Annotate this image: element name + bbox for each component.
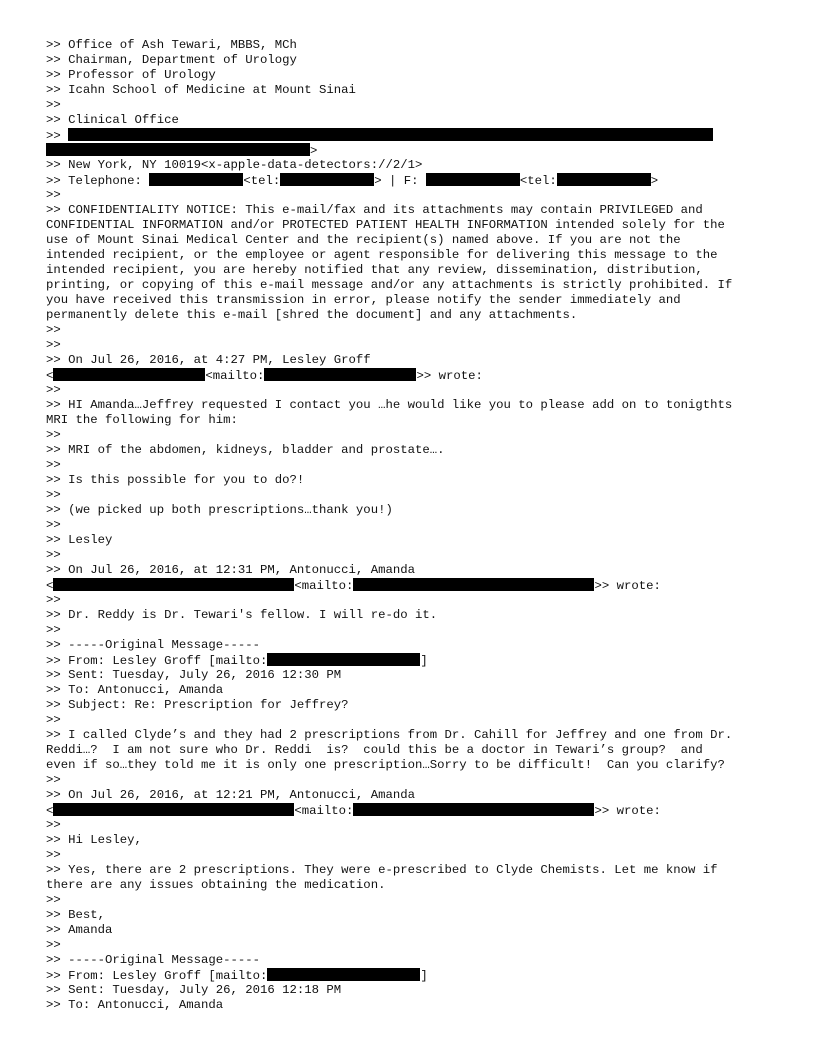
quote-marker: >> bbox=[46, 323, 61, 337]
address-line-cont bbox=[46, 143, 317, 159]
tel-tag: <tel: bbox=[243, 174, 281, 188]
redaction-box bbox=[353, 578, 594, 591]
mailto-tag: <mailto: bbox=[294, 804, 354, 818]
quote-marker: >> bbox=[46, 338, 61, 352]
notice-line: CONFIDENTIAL INFORMATION and/or PROTECTED PATIENT HEALTH INFORMATION intended solely for the bbox=[46, 218, 725, 232]
quote-marker: >> bbox=[46, 98, 61, 112]
quote-marker: >> bbox=[46, 773, 61, 787]
redaction-box bbox=[264, 368, 416, 381]
city-line: >> New York, NY 10019<x-apple-data-detectors://2/1> bbox=[46, 158, 423, 172]
quote-marker: >> bbox=[46, 848, 61, 862]
redaction-box bbox=[68, 128, 713, 141]
angle-open: < bbox=[46, 579, 54, 593]
reply-header: >> On Jul 26, 2016, at 12:21 PM, Antonucci, Amanda bbox=[46, 788, 415, 802]
redaction-box bbox=[557, 173, 651, 186]
redaction-box bbox=[53, 578, 294, 591]
reply-header: >> On Jul 26, 2016, at 12:31 PM, Antonucci, Amanda bbox=[46, 563, 415, 577]
sender-email-line bbox=[46, 368, 483, 384]
wrote-text: >> wrote: bbox=[594, 804, 661, 818]
sent-line: >> Sent: Tuesday, July 26, 2016 12:18 PM bbox=[46, 983, 342, 997]
subject-line: >> Subject: Re: Prescription for Jeffrey? bbox=[46, 698, 349, 712]
address-line bbox=[46, 128, 713, 144]
professor-line: >> Professor of Urology bbox=[46, 68, 216, 82]
body-line: >> Dr. Reddy is Dr. Tewari's fellow. I will re-do it. bbox=[46, 608, 438, 622]
quote-marker: >> bbox=[46, 383, 61, 397]
telephone-line bbox=[46, 173, 658, 189]
from-line bbox=[46, 653, 428, 669]
mailto-tag: <mailto: bbox=[205, 369, 265, 383]
quote-marker: >> bbox=[46, 188, 61, 202]
from-label: >> From: Lesley Groff [mailto: bbox=[46, 969, 268, 983]
to-line: >> To: Antonucci, Amanda bbox=[46, 683, 224, 697]
quote-marker: >> bbox=[46, 623, 61, 637]
quote-marker: >> bbox=[46, 938, 61, 952]
quote-marker: >> bbox=[46, 548, 61, 562]
from-close: ] bbox=[420, 654, 428, 668]
quote-marker: >> bbox=[46, 713, 61, 727]
telephone-label: >> Telephone: bbox=[46, 174, 150, 188]
redaction-box bbox=[53, 368, 205, 381]
chairman-line: >> Chairman, Department of Urology bbox=[46, 53, 297, 67]
original-message-divider: >> -----Original Message----- bbox=[46, 638, 261, 652]
body-line: there are any issues obtaining the medication. bbox=[46, 878, 386, 892]
body-line: even if so…they told me it is only one prescription…Sorry to be difficult! Can you clarify? bbox=[46, 758, 725, 772]
quote-marker: >> bbox=[46, 488, 61, 502]
quote-marker: >> bbox=[46, 818, 61, 832]
body-line: >> (we picked up both prescriptions…thank you!) bbox=[46, 503, 393, 517]
greeting-line: >> Hi Lesley, bbox=[46, 833, 142, 847]
to-line: >> To: Antonucci, Amanda bbox=[46, 998, 224, 1012]
address-close: > bbox=[310, 144, 318, 158]
redaction-box bbox=[353, 803, 594, 816]
angle-open: < bbox=[46, 804, 54, 818]
signoff-name: >> Amanda bbox=[46, 923, 113, 937]
from-label: >> From: Lesley Groff [mailto: bbox=[46, 654, 268, 668]
body-line: >> Is this possible for you to do?! bbox=[46, 473, 305, 487]
quote-marker: >> bbox=[46, 593, 61, 607]
redaction-box bbox=[267, 968, 420, 981]
reply-header: >> On Jul 26, 2016, at 4:27 PM, Lesley Groff bbox=[46, 353, 371, 367]
notice-line: you have received this transmission in error, please notify the sender immediately and bbox=[46, 293, 681, 307]
quote-marker: >> bbox=[46, 893, 61, 907]
redaction-box bbox=[280, 173, 374, 186]
notice-line: intended recipient, you are hereby notified that any review, dissemination, distribution, bbox=[46, 263, 703, 277]
body-line: >> I called Clyde’s and they had 2 prescriptions from Dr. Cahill for Jeffrey and one from Dr. bbox=[46, 728, 733, 742]
redaction-box bbox=[426, 173, 520, 186]
signoff-line: >> Lesley bbox=[46, 533, 113, 547]
notice-line: intended recipient, or the employee or agent responsible for delivering this message to the bbox=[46, 248, 718, 262]
notice-line: permanently delete this e-mail [shred the document] and any attachments. bbox=[46, 308, 578, 322]
redaction-box bbox=[53, 803, 294, 816]
signoff-line: >> Best, bbox=[46, 908, 106, 922]
quote-prefix: >> bbox=[46, 129, 69, 143]
angle-open: < bbox=[46, 369, 54, 383]
quote-marker: >> bbox=[46, 518, 61, 532]
quote-marker: >> bbox=[46, 428, 61, 442]
notice-line: use of Mount Sinai Medical Center and the recipient(s) named above. If you are not the bbox=[46, 233, 681, 247]
wrote-text: >> wrote: bbox=[594, 579, 661, 593]
quote-marker: >> bbox=[46, 458, 61, 472]
sender-email-line bbox=[46, 803, 661, 819]
clinical-office-line: >> Clinical Office bbox=[46, 113, 179, 127]
office-line: >> Office of Ash Tewari, MBBS, MCh bbox=[46, 38, 297, 52]
wrote-text: >> wrote: bbox=[416, 369, 483, 383]
notice-line: printing, or copying of this e-mail message and/or any attachments is strictly prohibited. If bbox=[46, 278, 733, 292]
fax-close: > bbox=[650, 174, 659, 188]
body-line: Reddi…? I am not sure who Dr. Reddi is? could this be a doctor in Tewari’s group? and bbox=[46, 743, 703, 757]
fax-tag: <tel: bbox=[519, 174, 557, 188]
body-line: >> HI Amanda…Jeffrey requested I contact you …he would like you to please add on to tonigthts bbox=[46, 398, 733, 412]
body-line: >> Yes, there are 2 prescriptions. They were e-prescribed to Clyde Chemists. Let me know if bbox=[46, 863, 718, 877]
tel-separator: > | F: bbox=[374, 174, 426, 188]
body-line: MRI the following for him: bbox=[46, 413, 238, 427]
mailto-tag: <mailto: bbox=[294, 579, 354, 593]
original-message-divider: >> -----Original Message----- bbox=[46, 953, 261, 967]
redaction-box bbox=[267, 653, 420, 666]
school-line: >> Icahn School of Medicine at Mount Sinai bbox=[46, 83, 356, 97]
redaction-box bbox=[149, 173, 243, 186]
from-close: ] bbox=[420, 969, 428, 983]
redaction-box bbox=[46, 143, 310, 156]
sent-line: >> Sent: Tuesday, July 26, 2016 12:30 PM bbox=[46, 668, 342, 682]
body-line: >> MRI of the abdomen, kidneys, bladder and prostate…. bbox=[46, 443, 445, 457]
notice-line: >> CONFIDENTIALITY NOTICE: This e-mail/fax and its attachments may contain PRIVILEGED and bbox=[46, 203, 703, 217]
from-line bbox=[46, 968, 428, 984]
sender-email-line bbox=[46, 578, 661, 594]
